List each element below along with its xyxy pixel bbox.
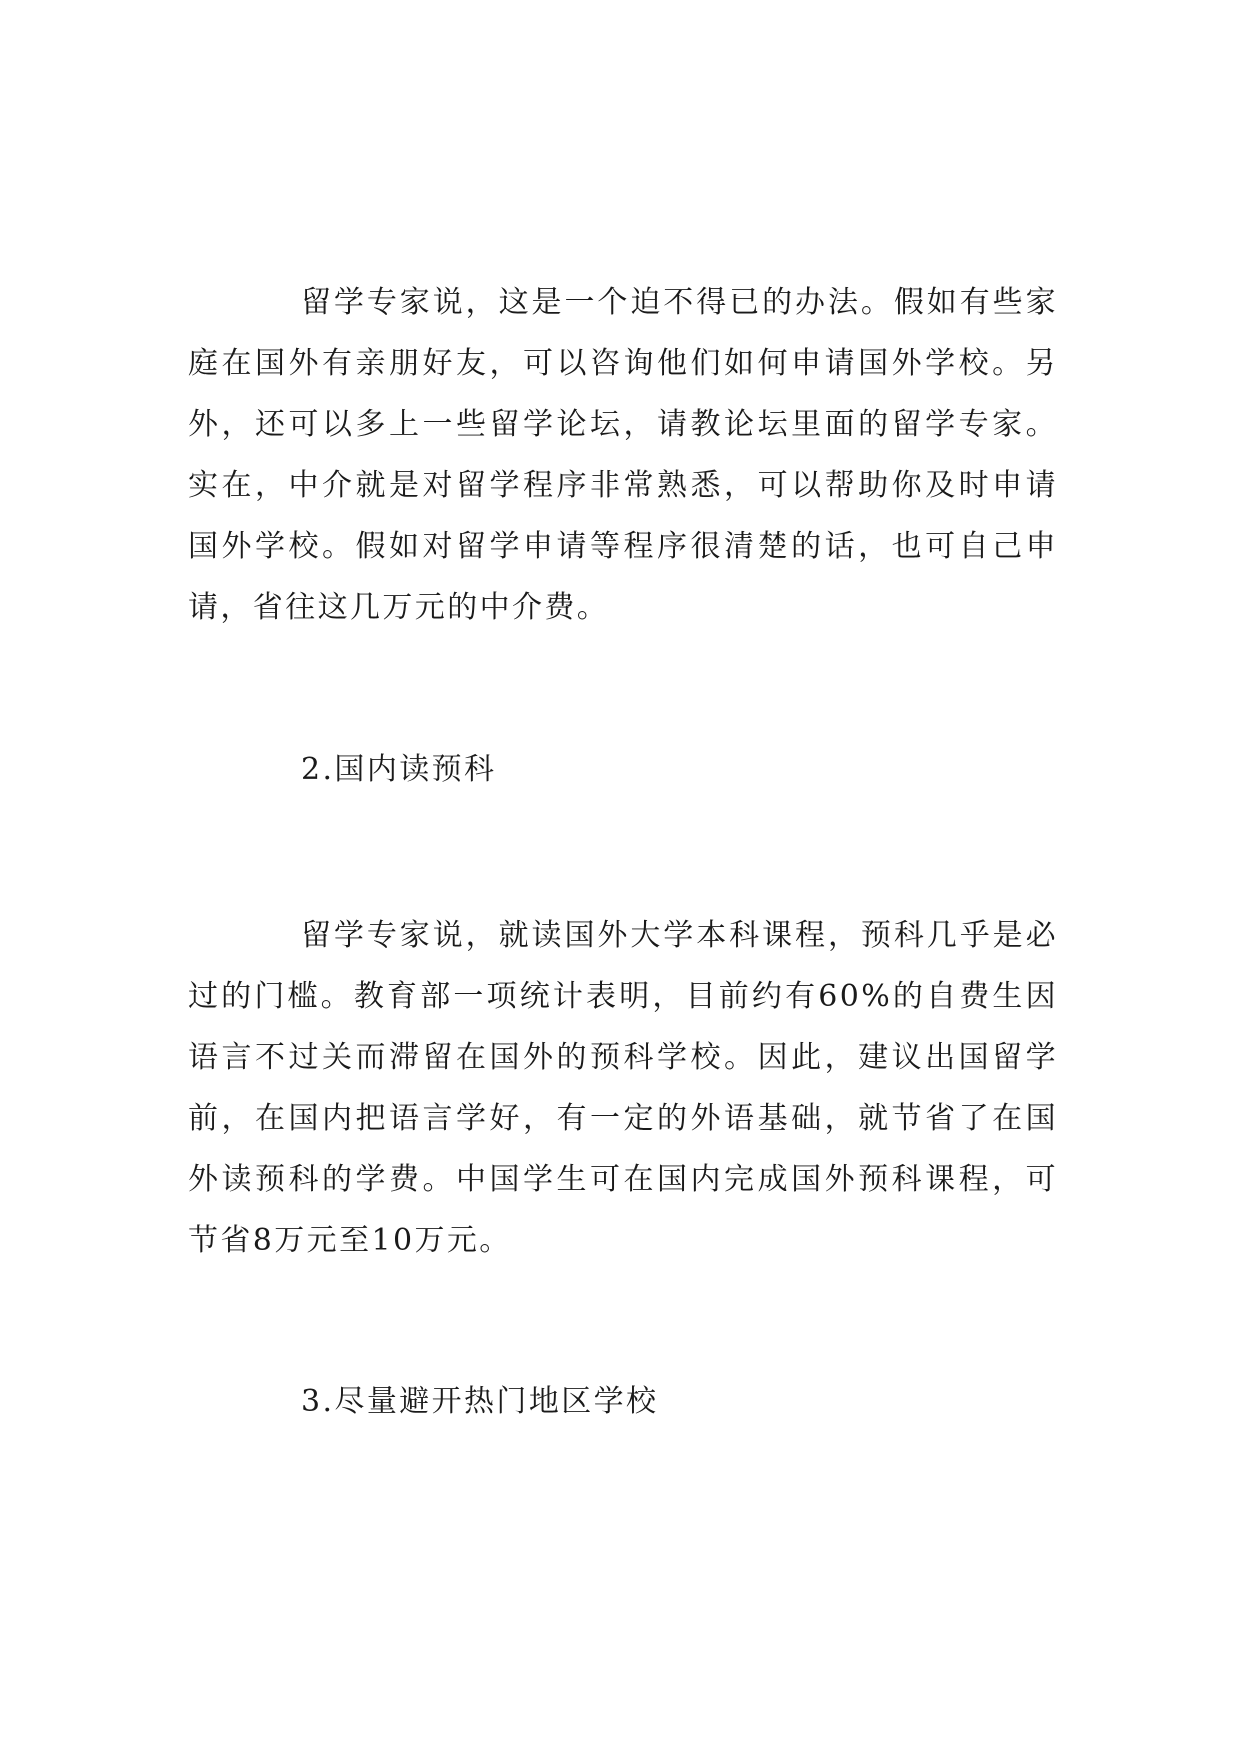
section-heading: 2.国内读预科 bbox=[301, 752, 497, 787]
body-paragraph: 留学专家说，就读国外大学本科课程，预科几乎是必过的门槛。教育部一项统计表明，目前约有60%的自费生因语言不过关而滞留在国外的预科学校。因此，建议出国留学前，在国内把语言学好，有一定的外语基础，就节省了在国外读预科的学费。中国学生可在国内完成国外预科课程，可节省8万元至10万元。 bbox=[188, 918, 1058, 1258]
section-heading: 3.尽量避开热门地区学校 bbox=[301, 1384, 659, 1419]
body-paragraph: 留学专家说，这是一个迫不得已的办法。假如有些家庭在国外有亲朋好友，可以咨询他们如何申请国外学校。另外，还可以多上一些留学论坛，请教论坛里面的留学专家。实在，中介就是对留学程序非常熟悉，可以帮助你及时申请国外学校。假如对留学申请等程序很清楚的话，也可自己申请，省往这几万元的中介费。 bbox=[188, 285, 1058, 625]
